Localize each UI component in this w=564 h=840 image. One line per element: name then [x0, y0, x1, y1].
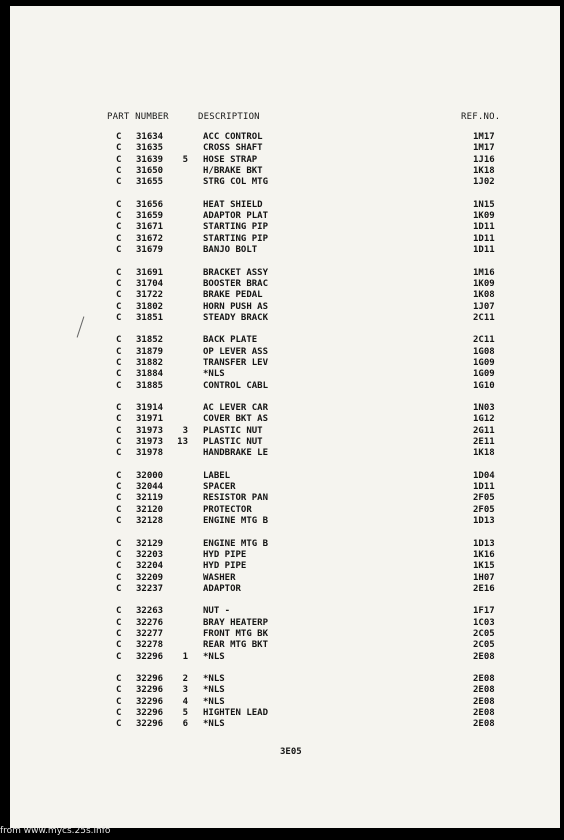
- description: BRAY HEATERP: [203, 617, 269, 628]
- description: *NLS: [203, 719, 225, 730]
- description: WASHER: [203, 572, 236, 583]
- part-prefix: C: [116, 606, 122, 617]
- description: *NLS: [203, 369, 225, 380]
- part-number: 32276: [136, 617, 164, 628]
- ref-number: 2C11: [473, 335, 495, 346]
- ref-number: 1D11: [473, 233, 495, 244]
- table-row: [10, 561, 560, 572]
- part-number: 31722: [136, 290, 164, 301]
- ref-number: 1J02: [473, 177, 495, 188]
- description: BANJO BOLT: [203, 245, 258, 256]
- description: HYD PIPE: [203, 561, 247, 572]
- description: HIGHTEN LEAD: [203, 708, 269, 719]
- part-prefix: C: [116, 572, 122, 583]
- description: HORN PUSH AS: [203, 301, 269, 312]
- part-number: 31852: [136, 335, 164, 346]
- ref-number: 2E08: [473, 674, 495, 684]
- ref-number: 1M17: [473, 143, 495, 154]
- table-row: [10, 290, 560, 301]
- description: PLASTIC NUT: [203, 425, 263, 436]
- ref-number: 1M17: [473, 132, 495, 142]
- ref-number: 2E08: [473, 708, 495, 719]
- part-prefix: C: [116, 516, 122, 527]
- ref-number: 1N15: [473, 199, 495, 210]
- ref-number: 1K08: [473, 290, 495, 301]
- ref-number: 1G12: [473, 414, 495, 425]
- table-row: [10, 674, 560, 685]
- part-prefix: C: [116, 414, 122, 425]
- ref-number: 1K15: [473, 561, 495, 572]
- table-row: [10, 403, 560, 414]
- description: *NLS: [203, 651, 225, 662]
- part-prefix: C: [116, 267, 122, 278]
- part-number: 31882: [136, 357, 164, 368]
- description: ADAPTOR: [203, 583, 241, 594]
- part-number: 31704: [136, 278, 164, 289]
- part-number: 32296: [136, 696, 164, 707]
- part-number: 31659: [136, 211, 164, 222]
- description: H/BRAKE BKT: [203, 166, 263, 177]
- table-row: [10, 302, 560, 313]
- header-part-number: PART NUMBER: [107, 112, 169, 122]
- description: AC LEVER CAR: [203, 403, 269, 413]
- description: *NLS: [203, 674, 225, 684]
- part-prefix: C: [116, 628, 122, 639]
- table-row: [10, 268, 560, 279]
- table-row: [10, 426, 560, 437]
- part-number: 31691: [136, 267, 164, 278]
- description: STEADY BRACK: [203, 312, 269, 323]
- description: HANDBRAKE LE: [203, 448, 269, 459]
- table-row: [10, 516, 560, 527]
- table-row: [10, 369, 560, 380]
- part-prefix: C: [116, 504, 122, 515]
- part-number: 31655: [136, 177, 164, 188]
- part-number: 32296: [136, 651, 164, 662]
- description: TRANSFER LEV: [203, 357, 269, 368]
- part-prefix: C: [116, 132, 122, 142]
- description: BOOSTER BRAC: [203, 278, 269, 289]
- description: HYD PIPE: [203, 549, 247, 560]
- table-row: [10, 606, 560, 617]
- part-number: 32120: [136, 504, 164, 515]
- description: SPACER: [203, 482, 236, 493]
- ref-number: 2E08: [473, 685, 495, 696]
- description: STRG COL MTG: [203, 177, 269, 188]
- part-prefix: C: [116, 651, 122, 662]
- part-prefix: C: [116, 312, 122, 323]
- part-number: 32277: [136, 628, 164, 639]
- part-number: 31851: [136, 312, 164, 323]
- table-row: [10, 211, 560, 222]
- description: ENGINE MTG B: [203, 516, 269, 527]
- ref-number: 1C03: [473, 617, 495, 628]
- table-row: [10, 222, 560, 233]
- part-prefix: C: [116, 278, 122, 289]
- table-row: [10, 279, 560, 290]
- ref-number: 2E11: [473, 437, 495, 448]
- description: HOSE STRAP: [203, 154, 258, 165]
- table-row: [10, 482, 560, 493]
- part-number: 32209: [136, 572, 164, 583]
- description: BRAKE PEDAL: [203, 290, 263, 301]
- description: CROSS SHAFT: [203, 143, 263, 154]
- description: BACK PLATE: [203, 335, 258, 346]
- part-number: 31973: [136, 437, 164, 448]
- table-row: [10, 584, 560, 595]
- quantity: 5: [182, 708, 188, 719]
- ref-number: 1K09: [473, 211, 495, 222]
- part-prefix: C: [116, 674, 122, 684]
- ref-number: 2F05: [473, 493, 495, 504]
- table-row: [10, 471, 560, 482]
- part-number: 31914: [136, 403, 164, 413]
- part-number: 31635: [136, 143, 164, 154]
- part-prefix: C: [116, 301, 122, 312]
- part-number: 32237: [136, 583, 164, 594]
- part-prefix: C: [116, 561, 122, 572]
- part-number: 31679: [136, 245, 164, 256]
- ref-number: 2E08: [473, 719, 495, 730]
- description: LABEL: [203, 470, 231, 481]
- quantity: 1: [182, 651, 188, 662]
- part-prefix: C: [116, 166, 122, 177]
- description: *NLS: [203, 696, 225, 707]
- part-prefix: C: [116, 369, 122, 380]
- description: NUT -: [203, 606, 231, 617]
- ref-number: 1D13: [473, 538, 495, 549]
- part-number: 32044: [136, 482, 164, 493]
- table-row: [10, 347, 560, 358]
- table-row: [10, 245, 560, 256]
- part-prefix: C: [116, 549, 122, 560]
- part-prefix: C: [116, 290, 122, 301]
- part-prefix: C: [116, 403, 122, 413]
- ref-number: 1D04: [473, 470, 495, 481]
- part-number: 31802: [136, 301, 164, 312]
- part-prefix: C: [116, 233, 122, 244]
- ref-number: 2C11: [473, 312, 495, 323]
- part-prefix: C: [116, 640, 122, 651]
- part-number: 31650: [136, 166, 164, 177]
- ref-number: 2C05: [473, 640, 495, 651]
- table-row: [10, 414, 560, 425]
- description: RESISTOR PAN: [203, 493, 269, 504]
- part-prefix: C: [116, 346, 122, 357]
- description: REAR MTG BKT: [203, 640, 269, 651]
- part-prefix: C: [116, 482, 122, 493]
- ref-number: 1K18: [473, 448, 495, 459]
- part-number: 32296: [136, 708, 164, 719]
- part-prefix: C: [116, 719, 122, 730]
- part-number: 31879: [136, 346, 164, 357]
- part-number: 31973: [136, 425, 164, 436]
- part-number: 32278: [136, 640, 164, 651]
- part-prefix: C: [116, 380, 122, 391]
- part-prefix: C: [116, 211, 122, 222]
- table-row: [10, 166, 560, 177]
- part-prefix: C: [116, 538, 122, 549]
- quantity: 3: [182, 425, 188, 436]
- table-row: [10, 381, 560, 392]
- description: STARTING PIP: [203, 233, 269, 244]
- part-number: 32296: [136, 719, 164, 730]
- header-ref-no: REF.NO.: [461, 112, 501, 122]
- part-prefix: C: [116, 437, 122, 448]
- ref-number: 1D11: [473, 482, 495, 493]
- description: PLASTIC NUT: [203, 437, 263, 448]
- parts-list-page: [10, 6, 560, 828]
- part-prefix: C: [116, 708, 122, 719]
- part-number: 31656: [136, 199, 164, 210]
- ref-number: 1D11: [473, 245, 495, 256]
- description: *NLS: [203, 685, 225, 696]
- ref-number: 1G09: [473, 357, 495, 368]
- part-prefix: C: [116, 199, 122, 210]
- quantity: 5: [182, 154, 188, 165]
- part-number: 31885: [136, 380, 164, 391]
- ref-number: 1F17: [473, 606, 495, 617]
- ref-number: 1K18: [473, 166, 495, 177]
- table-row: [10, 313, 560, 324]
- ref-number: 1G09: [473, 369, 495, 380]
- description: ENGINE MTG B: [203, 538, 269, 549]
- part-prefix: C: [116, 357, 122, 368]
- ref-number: 2E08: [473, 651, 495, 662]
- part-prefix: C: [116, 177, 122, 188]
- description: STARTING PIP: [203, 222, 269, 233]
- part-number: 31639: [136, 154, 164, 165]
- table-row: [10, 573, 560, 584]
- part-number: 32119: [136, 493, 164, 504]
- table-row: [10, 652, 560, 663]
- quantity: 2: [182, 674, 188, 684]
- table-row: [10, 234, 560, 245]
- ref-number: 2E16: [473, 583, 495, 594]
- ref-number: 1K16: [473, 549, 495, 560]
- ref-number: 1N03: [473, 403, 495, 413]
- ref-number: 1G08: [473, 346, 495, 357]
- description: ACC CONTROL: [203, 132, 263, 142]
- table-row: [10, 640, 560, 651]
- description: CONTROL CABL: [203, 380, 269, 391]
- table-row: [10, 719, 560, 730]
- quantity: 13: [177, 437, 188, 448]
- header-description: DESCRIPTION: [198, 112, 260, 122]
- table-row: [10, 629, 560, 640]
- quantity: 4: [182, 696, 188, 707]
- description: PROTECTOR: [203, 504, 252, 515]
- ref-number: 1G10: [473, 380, 495, 391]
- page-number: 3E05: [280, 747, 302, 757]
- part-prefix: C: [116, 696, 122, 707]
- table-row: [10, 155, 560, 166]
- description: BRACKET ASSY: [203, 267, 269, 278]
- table-row: [10, 505, 560, 516]
- ref-number: 1J16: [473, 154, 495, 165]
- part-number: 32129: [136, 538, 164, 549]
- description: OP LEVER ASS: [203, 346, 269, 357]
- part-number: 32000: [136, 470, 164, 481]
- part-number: 32296: [136, 674, 164, 684]
- part-number: 32204: [136, 561, 164, 572]
- part-number: 31671: [136, 222, 164, 233]
- part-number: 31884: [136, 369, 164, 380]
- part-prefix: C: [116, 583, 122, 594]
- table-row: [10, 697, 560, 708]
- table-row: [10, 539, 560, 550]
- part-prefix: C: [116, 154, 122, 165]
- part-prefix: C: [116, 425, 122, 436]
- part-prefix: C: [116, 493, 122, 504]
- description: ADAPTOR PLAT: [203, 211, 269, 222]
- table-row: [10, 200, 560, 211]
- ref-number: 2G11: [473, 425, 495, 436]
- ref-number: 1J07: [473, 301, 495, 312]
- table-row: [10, 550, 560, 561]
- quantity: 6: [182, 719, 188, 730]
- part-prefix: C: [116, 617, 122, 628]
- table-row: [10, 358, 560, 369]
- part-number: 32296: [136, 685, 164, 696]
- table-row: [10, 335, 560, 346]
- description: COVER BKT AS: [203, 414, 269, 425]
- table-row: [10, 618, 560, 629]
- ref-number: 1D13: [473, 516, 495, 527]
- description: HEAT SHIELD: [203, 199, 263, 210]
- table-row: [10, 708, 560, 719]
- table-row: [10, 132, 560, 143]
- table-row: [10, 143, 560, 154]
- table-row: [10, 493, 560, 504]
- part-number: 31634: [136, 132, 164, 142]
- part-prefix: C: [116, 335, 122, 346]
- part-number: 32128: [136, 516, 164, 527]
- table-row: [10, 437, 560, 448]
- description: FRONT MTG BK: [203, 628, 269, 639]
- footer-source-text: from www.mycs.25s.info: [0, 826, 111, 836]
- part-prefix: C: [116, 222, 122, 233]
- table-row: [10, 448, 560, 459]
- part-prefix: C: [116, 470, 122, 481]
- ref-number: 2E08: [473, 696, 495, 707]
- table-row: [10, 177, 560, 188]
- table-row: [10, 685, 560, 696]
- part-number: 31978: [136, 448, 164, 459]
- ref-number: 1K09: [473, 278, 495, 289]
- part-prefix: C: [116, 245, 122, 256]
- part-prefix: C: [116, 143, 122, 154]
- ref-number: 2C05: [473, 628, 495, 639]
- part-prefix: C: [116, 685, 122, 696]
- ref-number: 1D11: [473, 222, 495, 233]
- part-number: 31971: [136, 414, 164, 425]
- quantity: 3: [182, 685, 188, 696]
- ref-number: 1H07: [473, 572, 495, 583]
- part-prefix: C: [116, 448, 122, 459]
- part-number: 32203: [136, 549, 164, 560]
- ref-number: 2F05: [473, 504, 495, 515]
- ref-number: 1M16: [473, 267, 495, 278]
- part-number: 31672: [136, 233, 164, 244]
- part-number: 32263: [136, 606, 164, 617]
